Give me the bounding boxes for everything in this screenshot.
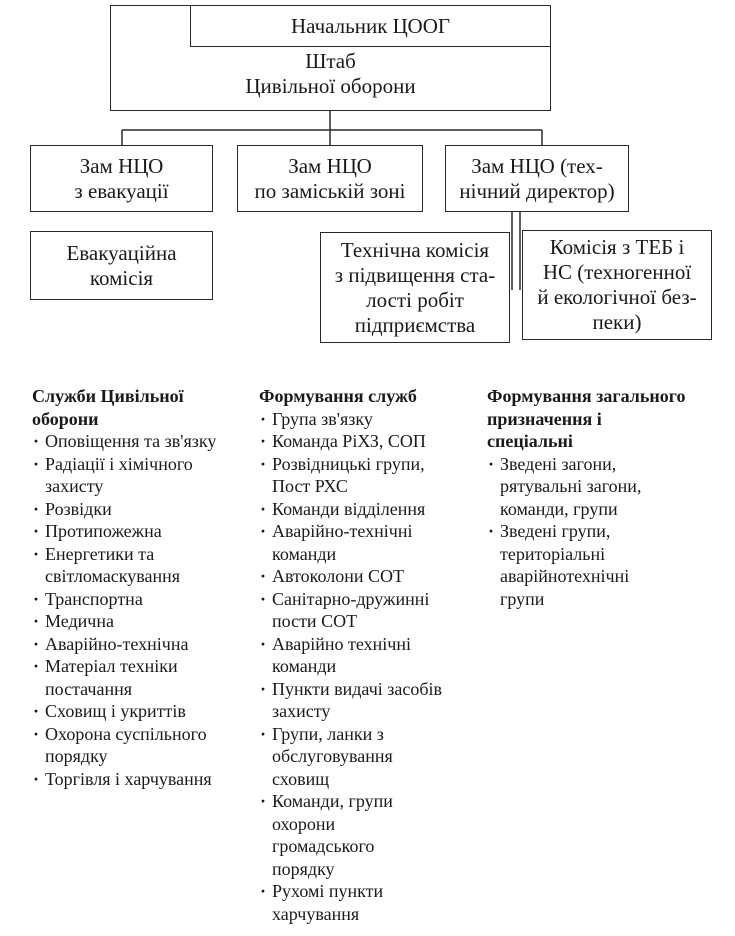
list-item-line: · Охорона суспільного	[45, 723, 207, 744]
list-item	[32, 588, 247, 611]
list-item-line: світломаскування	[45, 566, 181, 586]
list-item-line: · Торгівля і харчування	[45, 768, 212, 789]
services-list	[32, 430, 247, 790]
column-heading	[487, 385, 722, 453]
list-item-line: Пост РХС	[272, 476, 348, 496]
staff-label	[110, 49, 551, 99]
list-item-line: · Команди, групи	[272, 791, 393, 811]
list-item-line: · Сховищ і укриттів	[45, 701, 186, 721]
list-item	[32, 700, 247, 723]
teb-commission-line-3: й екологічної без-	[537, 285, 697, 309]
evacuation-commission-line-1: Евакуаційна	[66, 240, 177, 265]
list-item	[259, 408, 484, 431]
list-item-line: · Аварійно-технічні	[272, 521, 413, 541]
list-item-line: · Матеріал техніки	[45, 656, 178, 676]
list-item-line: охорони	[272, 813, 336, 834]
list-item-line: команди, групи	[500, 498, 618, 519]
staff-line-1: Штаб	[305, 49, 356, 73]
column-heading-line: спеціальні	[487, 431, 573, 451]
list-item-line: · Пункти видачі засобів	[272, 678, 442, 699]
deputy-evacuation-line-1: Зам НЦО	[79, 153, 164, 178]
deputy-suburban-line-2: по заміській зоні	[254, 178, 406, 203]
formations-list	[259, 408, 484, 926]
list-item-line: групи	[500, 588, 545, 609]
list-item-line: порядку	[272, 858, 335, 879]
list-item-line: · Радіації і хімічного	[45, 453, 193, 474]
list-item	[259, 498, 484, 521]
teb-commission-line-4: пеки)	[592, 310, 642, 334]
list-item-line: · Зведені загони,	[500, 453, 617, 474]
technical-commission-line-2: з підвищення ста-	[334, 262, 496, 287]
list-item-line: постачання	[45, 678, 133, 699]
teb-commission-line-2: НС (техногенної	[542, 260, 692, 284]
technical-commission-line-4: підприємства	[354, 312, 476, 337]
list-item	[259, 880, 484, 925]
list-item-line: · Аварійно технічні	[272, 633, 411, 654]
deputy-technical-line-2: нічний директор)	[459, 178, 615, 203]
list-item-line: пости СОТ	[272, 611, 358, 631]
technical-commission-line-3: лості робіт	[366, 287, 464, 312]
list-item-line: сховищ	[272, 768, 330, 789]
deputy-suburban-line-1: Зам НЦО	[288, 153, 372, 178]
list-item-line: обслуговування	[272, 746, 393, 766]
head-title: Начальник ЦООГ	[290, 13, 451, 38]
general-special-formations-column	[487, 385, 722, 610]
list-item-line: · Енергетики та	[45, 543, 155, 564]
column-heading-line: Формування служб	[259, 386, 417, 406]
list-item-line: · Розвідки	[45, 498, 112, 519]
evacuation-commission-line-2: комісія	[89, 265, 154, 290]
column-heading-line: оборони	[32, 408, 99, 429]
list-item-line: рятувальні загони,	[500, 476, 642, 496]
list-item-line: захисту	[272, 701, 331, 721]
list-item	[259, 723, 484, 791]
list-item-line: громадського	[272, 836, 375, 856]
list-item	[259, 453, 484, 498]
evacuation-commission-box	[30, 231, 213, 300]
list-item-line: команди	[272, 543, 337, 564]
list-item	[487, 520, 722, 610]
list-item-line: харчування	[272, 903, 360, 924]
list-item	[32, 655, 247, 700]
deputy-evacuation-box	[30, 145, 213, 212]
list-item-line: · Рухомі пункти	[272, 881, 384, 901]
column-heading-line: Служби Цивільної	[32, 386, 184, 406]
list-item-line: · Групи, ланки з	[272, 723, 384, 744]
list-item	[32, 543, 247, 588]
list-item-line: · Оповіщення та зв'язку	[45, 431, 217, 451]
list-item	[259, 588, 484, 633]
list-item-line: · Аварійно-технічна	[45, 633, 189, 654]
list-item-line: · Медична	[45, 611, 114, 631]
list-item-line: порядку	[45, 746, 108, 766]
deputy-technical-box	[445, 145, 629, 212]
list-item-line: · Група зв'язку	[272, 408, 373, 429]
list-item	[259, 678, 484, 723]
list-item	[32, 498, 247, 521]
list-item	[259, 565, 484, 588]
list-item	[259, 430, 484, 453]
column-heading-line: Формування загального	[487, 386, 686, 406]
list-item-line: команди	[272, 656, 337, 676]
deputy-suburban-box	[237, 145, 423, 212]
list-item	[32, 610, 247, 633]
list-item	[32, 430, 247, 453]
list-item-line: · Санітарно-дружинні	[272, 588, 430, 609]
list-item-line: · Зведені групи,	[500, 521, 611, 541]
list-item-line: · Транспортна	[45, 588, 143, 609]
list-item-line: · Команда РіХЗ, СОП	[272, 431, 426, 451]
deputy-evacuation-line-2: з евакуації	[74, 178, 169, 203]
technical-commission-box	[320, 232, 510, 343]
list-item	[32, 723, 247, 768]
list-item-line: · Автоколони СОТ	[272, 566, 405, 586]
teb-commission-line-1: Комісія з ТЕБ і	[549, 235, 685, 259]
list-item	[32, 520, 247, 543]
list-item-line: · Розвідницькі групи,	[272, 453, 425, 474]
list-item	[32, 633, 247, 656]
list-item	[259, 633, 484, 678]
general-formations-list	[487, 453, 722, 611]
deputy-technical-line-1: Зам НЦО (тех-	[471, 153, 603, 178]
column-heading	[32, 385, 247, 430]
head-title-box	[190, 5, 551, 47]
staff-line-2: Цивільної оборони	[245, 74, 416, 98]
list-item-line: · Протипожежна	[45, 521, 162, 541]
list-item	[487, 453, 722, 521]
list-item-line: аварійнотехнічні	[500, 566, 630, 586]
list-item-line: територіальні	[500, 543, 606, 564]
column-heading-line: призначення і	[487, 408, 602, 429]
technical-commission-line-1: Технічна комісія	[340, 237, 490, 262]
list-item-line: · Команди відділення	[272, 498, 426, 519]
civil-defense-services-column	[32, 385, 247, 790]
list-item	[32, 453, 247, 498]
teb-commission-box	[522, 230, 712, 340]
list-item-line: захисту	[45, 476, 104, 496]
list-item	[32, 768, 247, 791]
column-heading	[259, 385, 484, 408]
list-item	[259, 790, 484, 880]
service-formations-column	[259, 385, 484, 925]
list-item	[259, 520, 484, 565]
